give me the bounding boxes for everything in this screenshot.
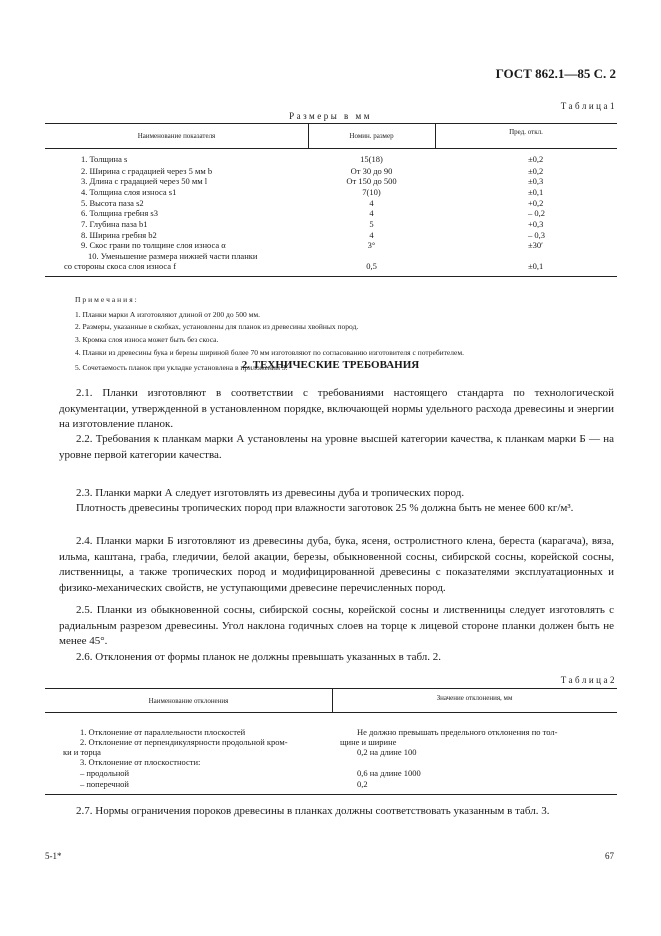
note-item: 3. Кромка слоя износа может быть без скоса.: [75, 335, 219, 344]
table2-row-value: 0,6 на длине 1000: [357, 768, 421, 778]
table2-top-rule: [45, 688, 617, 689]
paragraph-2-3: 2.3. Планки марки А следует изготовлять из древесины дуба и тропических пород.: [76, 487, 465, 499]
table2-row-value: 0,2: [357, 779, 368, 789]
paragraph-2-6: 2.6. Отклонения от формы планок не должны превышать указанных в табл. 2.: [76, 651, 442, 663]
table1-col-deviation: Пред. откл.: [509, 128, 543, 136]
table1-row-deviation: ±0,1: [528, 261, 544, 271]
paragraph-density: Плотность древесины тропических пород при влажности заготовок 25 % должна быть не менее 600 кг/м³.: [76, 502, 574, 514]
table1-row-nominal: 15(18): [360, 154, 383, 164]
paragraph-2-4: 2.4. Планки марки Б изготовляют из древесины дуба, бука, ясеня, остролистного клена, береста (карагача), вяза, ильма, каштана, граба, гледичии, белой акации, березы, обыкновенной сосны, сибирской сосны, корейской сосны, лиственницы, а также тропических пород и модифицированной древесины с показателями эксплуатационных и физико-механических свойств, не уступающими древесине перечисленных пород.: [59, 535, 614, 595]
note-item: 4. Планки из древесины бука и березы шириной более 70 мм изготовляют по согласованию изготовителя с потребителем.: [75, 348, 464, 357]
table2-col-name: Наименование отклонения: [148, 697, 229, 705]
table1-row-deviation: – 0,3: [528, 230, 545, 240]
table2-row-name: 2. Отклонение от перпендикулярности продольной кром-: [80, 737, 288, 747]
table1-row-nominal: 4: [369, 198, 374, 208]
table1-row-deviation: ±30′: [528, 240, 544, 250]
table1-row-deviation: ±0,3: [528, 176, 544, 186]
table2-row-name: 3. Отклонение от плоскостности:: [80, 757, 201, 767]
table1-row-name: 7. Глубина паза b1: [81, 219, 148, 229]
page-number: 67: [605, 851, 614, 861]
notes-title: Примечания:: [75, 295, 139, 304]
table2-row-value: щине и ширине: [340, 737, 397, 747]
table1-row-deviation: ±0,2: [528, 154, 544, 164]
table1-row-deviation: ±0,2: [528, 166, 544, 176]
table1-col-name: Наименование показателя: [137, 132, 216, 140]
table1-units: Размеры в мм: [289, 111, 372, 121]
section-title: 2. ТЕХНИЧЕСКИЕ ТРЕБОВАНИЯ: [241, 359, 420, 371]
note-item: 1. Планки марки А изготовляют длиной от 200 до 500 мм.: [75, 310, 260, 319]
table1-row-name: 9. Скос грани по толщине слоя износа α: [81, 240, 226, 250]
table1-row-nominal: От 150 до 500: [346, 176, 397, 186]
table2-row-name: – поперечной: [80, 779, 129, 789]
table1-row-name: 2. Ширина с градацией через 5 мм b: [81, 166, 213, 176]
table1-caption: Таблица1: [560, 101, 617, 111]
table1-header-rule: [45, 148, 617, 149]
table2-row-name: – продольной: [80, 768, 130, 778]
table1-row-nominal: 7(10): [362, 187, 381, 197]
table1-row-name: 1. Толщина s: [81, 154, 128, 164]
table1-row-nominal: 3°: [367, 240, 376, 250]
table1-row-name: 8. Ширина гребня b2: [81, 230, 157, 240]
table1-top-rule: [45, 123, 617, 124]
table2-bottom-rule: [45, 794, 617, 795]
table1-row-name: со стороны скоса слоя износа f: [64, 261, 177, 271]
table2-row-name: ки и торца: [63, 747, 101, 757]
table1-row-nominal: 4: [369, 230, 374, 240]
table1-row-nominal: 5: [369, 219, 374, 229]
note-item: 2. Размеры, указанные в скобках, установлены для планок из древесины хвойных пород.: [75, 322, 359, 331]
paragraph-2-7: 2.7. Нормы ограничения пороков древесины в планках должны соответствовать указанным в табл. 3.: [76, 805, 550, 817]
table1-col-nominal: Номин. размер: [349, 132, 394, 140]
table1-row-deviation: +0,3: [528, 219, 544, 229]
table1-row-name: 10. Уменьшение размера нижней части планки: [88, 251, 258, 261]
table1-row-nominal: От 30 до 90: [350, 166, 393, 176]
table1-row-nominal: 4: [369, 208, 374, 218]
table1-row-deviation: – 0,2: [528, 208, 545, 218]
table2-row-value: Не должно превышать предельного отклонения по тол-: [357, 727, 558, 737]
footer-left: 5-1*: [45, 851, 62, 861]
table1-row-deviation: +0,2: [528, 198, 544, 208]
table2-header-rule: [45, 712, 617, 713]
paragraph-2-2: 2.2. Требования к планкам марки А установлены на уровне высшей категории качества, к планкам марки Б — на уровне первой категории качества.: [59, 433, 614, 461]
table2-row-name: 1. Отклонение от параллельности плоскостей: [80, 727, 246, 737]
table2-caption: Таблица2: [560, 675, 617, 685]
table1-row-name: 4. Толщина слоя износа s1: [81, 187, 177, 197]
paragraph-2-5: 2.5. Планки из обыкновенной сосны, сибирской сосны, корейской сосны и лиственницы следует изготовлять с радиальным разрезом древесины. Угол наклона годичных слоев на торце к лицевой стороне планки должен быть не менее 45°.: [59, 604, 614, 648]
table1-row-name: 3. Длина с градацией через 50 мм l: [81, 176, 208, 186]
table1-bottom-rule: [45, 276, 617, 277]
page-header: ГОСТ 862.1—85 С. 2: [495, 66, 616, 81]
table2-row-value: 0,2 на длине 100: [357, 747, 417, 757]
table1-row-nominal: 0,5: [366, 261, 377, 271]
paragraph-2-1: 2.1. Планки изготовляют в соответствии с требованиями настоящего стандарта по технологической документации, утвержденной в установленном порядке, включающей нормы удельного расхода древесины и энергии на изготовление планок.: [59, 387, 614, 431]
note-item: 5. Сочетаемость планок при укладке установлена в приложении 3.: [75, 363, 288, 372]
table2-col-value: Значение отклонения, мм: [436, 694, 513, 702]
table1-row-deviation: ±0,1: [528, 187, 544, 197]
table1-row-name: 5. Высота паза s2: [81, 198, 144, 208]
table1-row-name: 6. Толщина гребня s3: [81, 208, 158, 218]
